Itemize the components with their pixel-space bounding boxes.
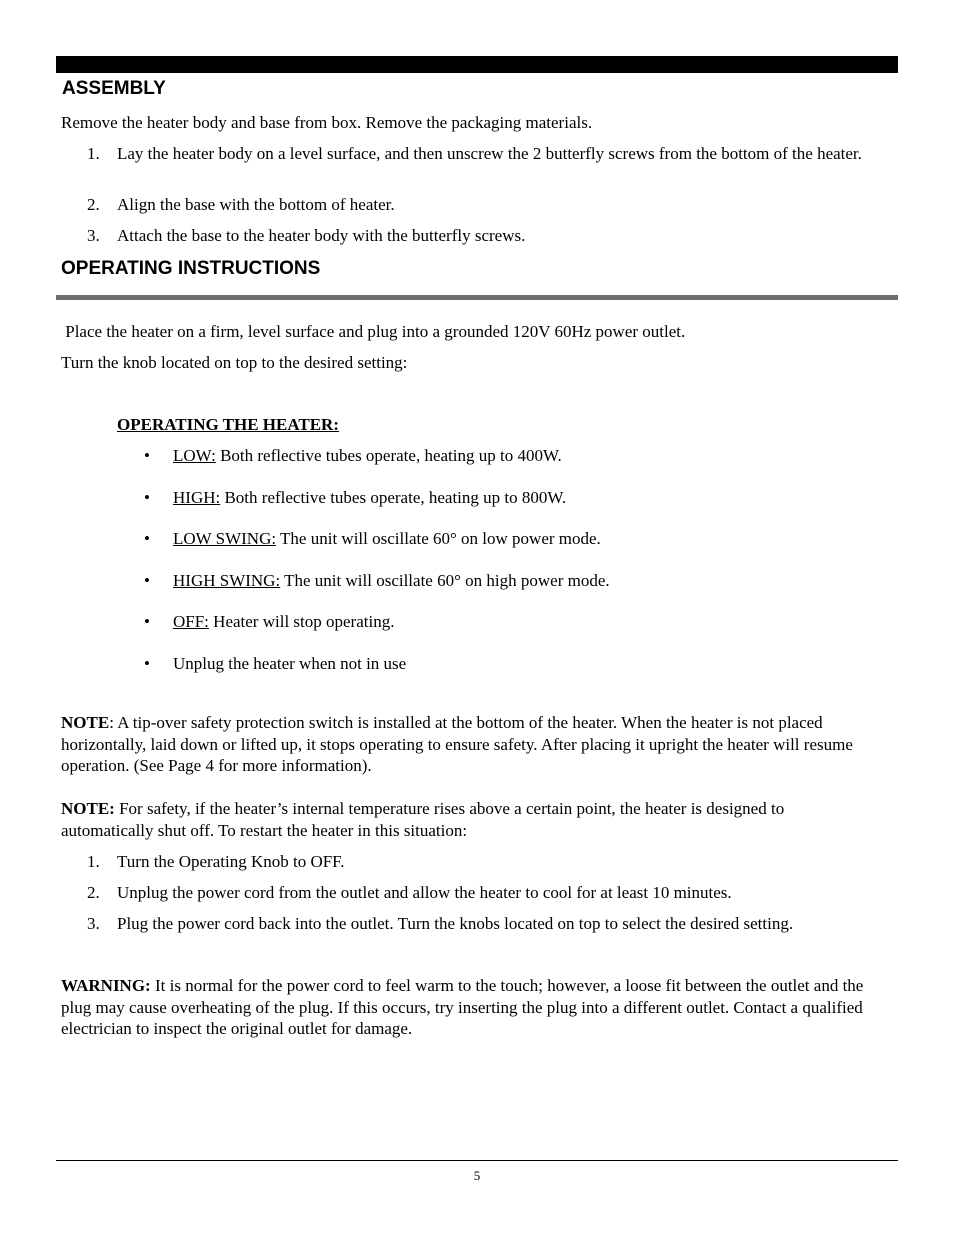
restart-step-3-text: Plug the power cord back into the outlet. Turn the knobs located on top to select the desired setting. [117, 914, 794, 933]
bullet-glyph: • [144, 529, 150, 548]
operating-the-heater-subheading: OPERATING THE HEATER: [117, 415, 339, 434]
setting-label: LOW: [173, 446, 216, 465]
note-label: NOTE: [61, 799, 115, 818]
setting-item-unplug [173, 653, 406, 675]
warning-paragraph [61, 975, 891, 1040]
setting-label: HIGH SWING: [173, 571, 281, 590]
setting-item-low-swing [173, 528, 601, 550]
assembly-step-3-text: Attach the base to the heater body with the butterfly screws. [117, 226, 526, 245]
setting-label: OFF: [173, 612, 209, 631]
setting-description: Unplug the heater when not in use [173, 654, 407, 673]
note-label: NOTE [61, 713, 110, 732]
assembly-step-1-text: Lay the heater body on a level surface, and then unscrew the 2 butterfly screws from the bottom of the heater. [117, 144, 862, 163]
assembly-step-3-number: 3. [87, 226, 100, 245]
restart-step-1-text: Turn the Operating Knob to OFF. [117, 852, 345, 871]
bullet-glyph: • [144, 571, 150, 590]
restart-step-1-number: 1. [87, 852, 100, 871]
bullet-glyph: • [144, 488, 150, 507]
note-text: For safety, if the heater’s internal temperature rises above a certain point, the heater is designed to automatically shut off. To restart the heater in this situation: [61, 799, 785, 840]
restart-step-2-text: Unplug the power cord from the outlet and allow the heater to cool for at least 10 minutes. [117, 883, 732, 902]
setting-label: LOW SWING: [173, 529, 277, 548]
top-header-bar [56, 56, 898, 73]
setting-item-off [173, 611, 394, 633]
overheat-note [61, 798, 851, 841]
setting-description: Both reflective tubes operate, heating up to 400W. [215, 446, 562, 465]
assembly-step-1-number: 1. [87, 144, 100, 163]
warning-label: WARNING: [61, 976, 151, 995]
bullet-glyph: • [144, 612, 150, 631]
bullet-glyph: • [144, 654, 150, 673]
setting-description: The unit will oscillate 60° on low power mode. [276, 529, 601, 548]
setting-description: Both reflective tubes operate, heating up to 800W. [220, 488, 567, 507]
assembly-step-2-text: Align the base with the bottom of heater. [117, 195, 395, 214]
section-divider [56, 295, 898, 300]
operating-instructions-heading: OPERATING INSTRUCTIONS [61, 258, 321, 279]
footer-rule [56, 1160, 898, 1161]
warning-text: It is normal for the power cord to feel warm to the touch; however, a loose fit between the outlet and the plug may cause overheating of the plug. If this occurs, try inserting the plug into a different outlet. Contact a qualified electrician to inspect the original outlet for damage. [61, 976, 864, 1038]
bullet-glyph: • [144, 446, 150, 465]
assembly-intro: Remove the heater body and base from box. Remove the packaging materials. [61, 113, 593, 132]
setting-description: Heater will stop operating. [208, 612, 395, 631]
operating-line-2: Turn the knob located on top to the desired setting: [61, 353, 408, 372]
note-text: : A tip-over safety protection switch is installed at the bottom of the heater. When the heater is not placed horizontally, laid down or lifted up, it stops operating to ensure safety. After placing it upright the heater will resume operation. (See Page 4 for more information). [61, 713, 853, 775]
operating-line-1: Place the heater on a firm, level surface and plug into a grounded 120V 60Hz power outlet. [61, 322, 686, 341]
assembly-heading: ASSEMBLY [62, 78, 166, 99]
setting-item-high-swing [173, 570, 610, 592]
restart-step-2-number: 2. [87, 883, 100, 902]
setting-label: HIGH: [173, 488, 221, 507]
assembly-step-2-number: 2. [87, 195, 100, 214]
page-number: 5 [473, 1168, 481, 1183]
setting-item-low [173, 445, 562, 467]
tip-over-note [61, 712, 861, 777]
setting-description: The unit will oscillate 60° on high power mode. [280, 571, 610, 590]
restart-step-3-number: 3. [87, 914, 100, 933]
setting-item-high [173, 487, 566, 509]
